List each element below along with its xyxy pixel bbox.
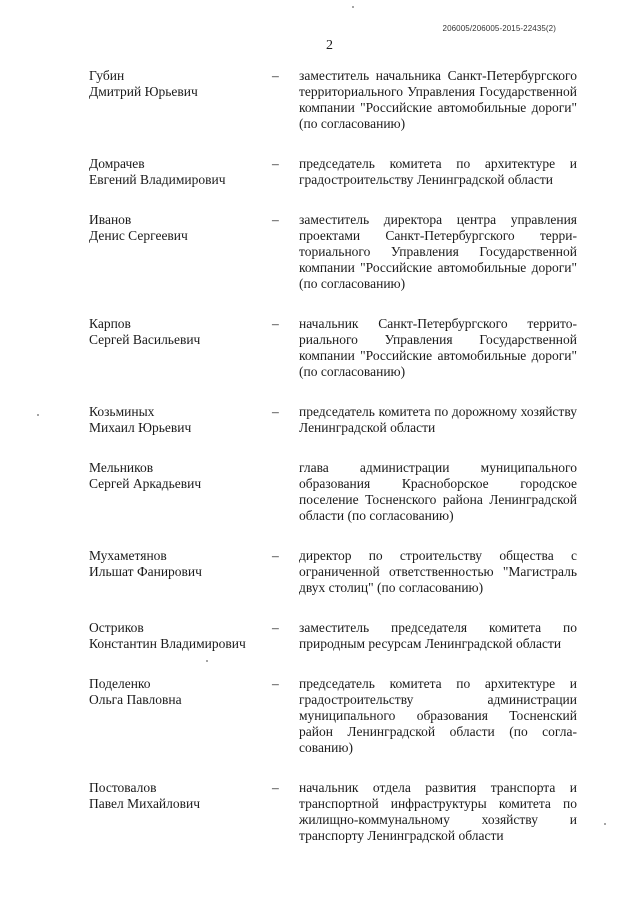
member-surname: Домрачев: [89, 156, 145, 171]
dash-separator: –: [272, 620, 279, 635]
member-given-names: Сергей Аркадьевич: [89, 476, 202, 491]
member-role: заместитель начальника Санкт-Петербургского территориального Управления Государственной компании "Российские автомобильные дороги" (по согласованию): [299, 68, 577, 131]
member-name: [89, 404, 269, 436]
member-name: [89, 316, 269, 348]
member-surname: Остриков: [89, 620, 144, 635]
dash-separator: –: [272, 212, 279, 227]
member-entry: [0, 212, 640, 292]
commission-members-list: [0, 68, 640, 844]
member-surname: Губин: [89, 68, 125, 83]
dash-separator: –: [272, 404, 279, 419]
member-role: председатель комитета по архитектуре и градостроительству администрации муниципального образования Тосненский район Ленинградской области (по согласованию): [299, 676, 577, 755]
member-entry: [0, 404, 640, 436]
dash-separator: –: [272, 316, 279, 331]
member-given-names: Сергей Васильевич: [89, 332, 201, 347]
document-registration-code: 206005/206005-2015-22435(2): [442, 24, 556, 33]
member-given-names: Ольга Павловна: [89, 692, 182, 707]
scan-speck: [604, 823, 606, 825]
dash-separator: –: [272, 780, 279, 795]
member-entry: [0, 780, 640, 844]
dash-separator: –: [272, 68, 279, 83]
member-role: глава администрации муниципального образования Красноборское городское поселение Тосненского района Ленинградской области (по согласованию): [299, 460, 577, 523]
member-entry: [0, 156, 640, 188]
member-role: председатель комитета по архитектуре и градостроительству Ленинградской области: [299, 156, 577, 187]
member-given-names: Дмитрий Юрьевич: [89, 84, 198, 99]
member-surname: Поделенко: [89, 676, 151, 691]
member-role: заместитель председателя комитета по природным ресурсам Ленинградской области: [299, 620, 577, 651]
scan-speck: [352, 6, 354, 8]
member-entry: [0, 548, 640, 596]
member-name: [89, 156, 269, 188]
page-number: 2: [326, 38, 333, 53]
member-role: председатель комитета по дорожному хозяйству Ленинградской области: [299, 404, 577, 435]
scan-speck: [37, 414, 39, 416]
dash-separator: –: [272, 548, 279, 563]
member-surname: Козьминых: [89, 404, 155, 419]
member-name: [89, 548, 269, 580]
member-name: [89, 68, 269, 100]
member-entry: [0, 316, 640, 380]
member-entry: [0, 68, 640, 132]
member-surname: Мухаметянов: [89, 548, 167, 563]
dash-separator: –: [272, 676, 279, 691]
member-given-names: Константин Владимирович: [89, 636, 246, 651]
dash-separator: –: [272, 156, 279, 171]
member-surname: Мельников: [89, 460, 154, 475]
member-name: [89, 676, 269, 708]
member-role: начальник Санкт-Петербургского территориального Управления Государственной компании "Российские автомобильные дороги" (по согласованию): [299, 316, 577, 379]
member-entry: [0, 460, 640, 524]
member-given-names: Ильшат Фанирович: [89, 564, 202, 579]
member-role: директор по строительству общества с ограниченной ответственностью "Магистраль двух столиц" (по согласованию): [299, 548, 577, 595]
member-entry: [0, 676, 640, 756]
member-name: [89, 460, 269, 492]
member-name: [89, 780, 269, 812]
scan-speck: [206, 660, 208, 662]
member-given-names: Евгений Владимирович: [89, 172, 226, 187]
member-name: [89, 620, 269, 652]
member-role: заместитель директора центра управления проектами Санкт-Петербургского территориального Управления Государственной компании "Российские автомобильные дороги" (по согласованию): [299, 212, 577, 291]
member-name: [89, 212, 269, 244]
member-surname: Постовалов: [89, 780, 157, 795]
member-given-names: Михаил Юрьевич: [89, 420, 192, 435]
member-surname: Карпов: [89, 316, 131, 331]
member-given-names: Павел Михайлович: [89, 796, 201, 811]
member-entry: [0, 620, 640, 652]
member-role: начальник отдела развития транспорта и транспортной инфраструктуры комитета по жилищно-коммунальному хозяйству и транспорту Ленинградской области: [299, 780, 577, 843]
member-surname: Иванов: [89, 212, 132, 227]
member-given-names: Денис Сергеевич: [89, 228, 188, 243]
